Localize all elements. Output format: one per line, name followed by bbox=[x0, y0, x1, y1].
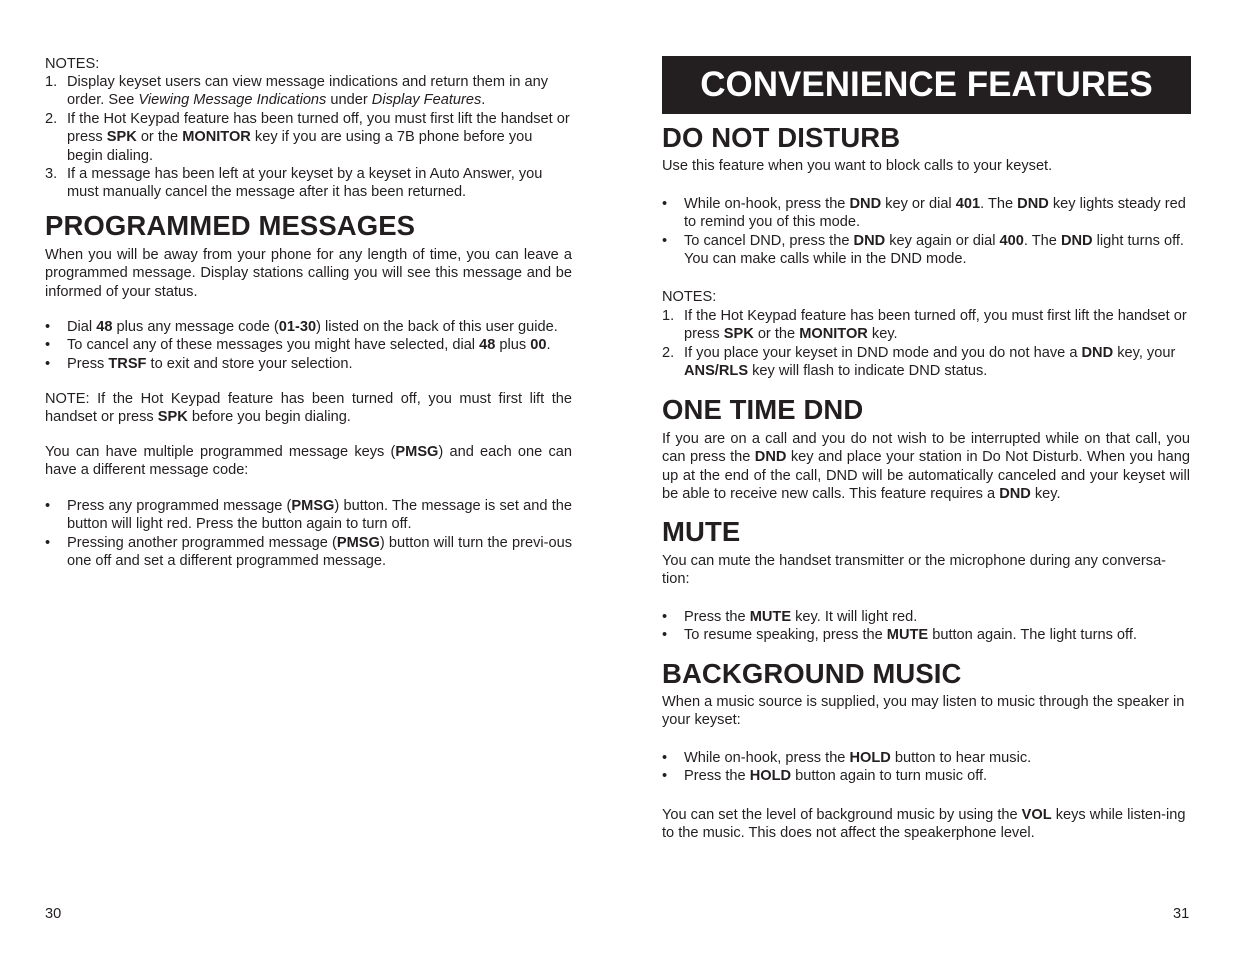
list-item: • To cancel DND, press the DND key again or dial 400. The DND light turns off. You can make calls while in the DND mode. bbox=[662, 232, 1190, 269]
one-time-dnd-body: If you are on a call and you do not wish to be interrupted while on that call, you can press the DND key and place your station in Do Not Disturb. When you hang up at the end of the call, DND will be automatically canceled and your keyset will be able to receive new calls. This feature requires a DND key. bbox=[662, 431, 1190, 503]
background-music-bullets bbox=[662, 749, 1190, 786]
dnd-notes-list bbox=[662, 307, 1190, 381]
hot-keypad-note: NOTE: If the Hot Keypad feature has been turned off, you must first lift the handset or press SPK before you begin dialing. bbox=[45, 391, 572, 426]
left-notes-list bbox=[45, 73, 572, 202]
page-number-right: 31 bbox=[1173, 906, 1190, 922]
dnd-heading: DO NOT DISTURB bbox=[662, 122, 901, 153]
mute-heading: MUTE bbox=[662, 516, 741, 547]
list-item: 3. If a message has been left at your keyset by a keyset in Auto Answer, you must manually cancel the message after it has been returned. bbox=[45, 166, 543, 201]
list-item: • Press the MUTE key. It will light red. bbox=[662, 608, 1190, 626]
background-music-outro: You can set the level of background music by using the VOL keys while listen-ing to the music. This does not affect the speakerphone level. bbox=[662, 807, 1186, 842]
list-item: • Dial 48 plus any message code (01-30) listed on the back of this user guide. bbox=[45, 318, 572, 336]
background-music-intro: When a music source is supplied, you may listen to music through the speaker in your keyset: bbox=[662, 694, 1185, 729]
pmsg-intro: You can have multiple programmed message keys (PMSG) and each one can have a different message code: bbox=[45, 444, 573, 479]
mute-intro: You can mute the handset transmitter or the microphone during any conversa-tion: bbox=[662, 553, 1167, 588]
dnd-notes-label: NOTES: bbox=[662, 289, 717, 305]
list-item: • Pressing another programmed message (PMSG) button will turn the previ-ous one off and set a different programmed message. bbox=[45, 534, 572, 571]
list-item: 1. Display keyset users can view message indications and return them in any order. See Viewing Message Indications under Display Features. bbox=[45, 74, 549, 109]
page-number-left: 30 bbox=[45, 906, 62, 922]
list-item: 2. If the Hot Keypad feature has been turned off, you must first lift the handset or press SPK or the MONITOR key if you are using a 7B phone before you begin dialing. bbox=[45, 110, 570, 164]
list-item: • While on-hook, press the HOLD button to hear music. bbox=[662, 749, 1190, 767]
left-notes-label: NOTES: bbox=[45, 56, 100, 72]
list-item: • Press any programmed message (PMSG) button. The message is set and the button will light red. Press the button again to turn off. bbox=[45, 497, 572, 534]
background-music-heading: BACKGROUND MUSIC bbox=[662, 658, 962, 689]
list-item: 1. If the Hot Keypad feature has been turned off, you must first lift the handset or press SPK or the MONITOR key. bbox=[662, 308, 1187, 343]
list-item: • To resume speaking, press the MUTE button again. The light turns off. bbox=[662, 626, 1190, 644]
mute-bullets bbox=[662, 608, 1190, 645]
list-item: 2. If you place your keyset in DND mode and you do not have a DND key, your ANS/RLS key will flash to indicate DND status. bbox=[662, 344, 1176, 380]
list-item: • While on-hook, press the DND key or dial 401. The DND key lights steady red to remind you of this mode. bbox=[662, 195, 1190, 232]
list-item: • Press TRSF to exit and store your selection. bbox=[45, 355, 572, 373]
programmed-messages-bullets bbox=[45, 318, 572, 373]
programmed-messages-heading: PROGRAMMED MESSAGES bbox=[45, 210, 416, 241]
convenience-features-banner: CONVENIENCE FEATURES bbox=[662, 56, 1191, 114]
list-item: • To cancel any of these messages you might have selected, dial 48 plus 00. bbox=[45, 336, 572, 354]
dnd-bullets bbox=[662, 195, 1190, 269]
pmsg-bullets bbox=[45, 497, 572, 571]
one-time-dnd-heading: ONE TIME DND bbox=[662, 394, 864, 425]
list-item: • Press the HOLD button again to turn music off. bbox=[662, 767, 1190, 785]
dnd-intro: Use this feature when you want to block calls to your keyset. bbox=[662, 158, 1053, 174]
programmed-messages-intro: When you will be away from your phone for any length of time, you can leave a programmed message. Display stations calling you will see this message and be informed of your status. bbox=[45, 247, 572, 300]
